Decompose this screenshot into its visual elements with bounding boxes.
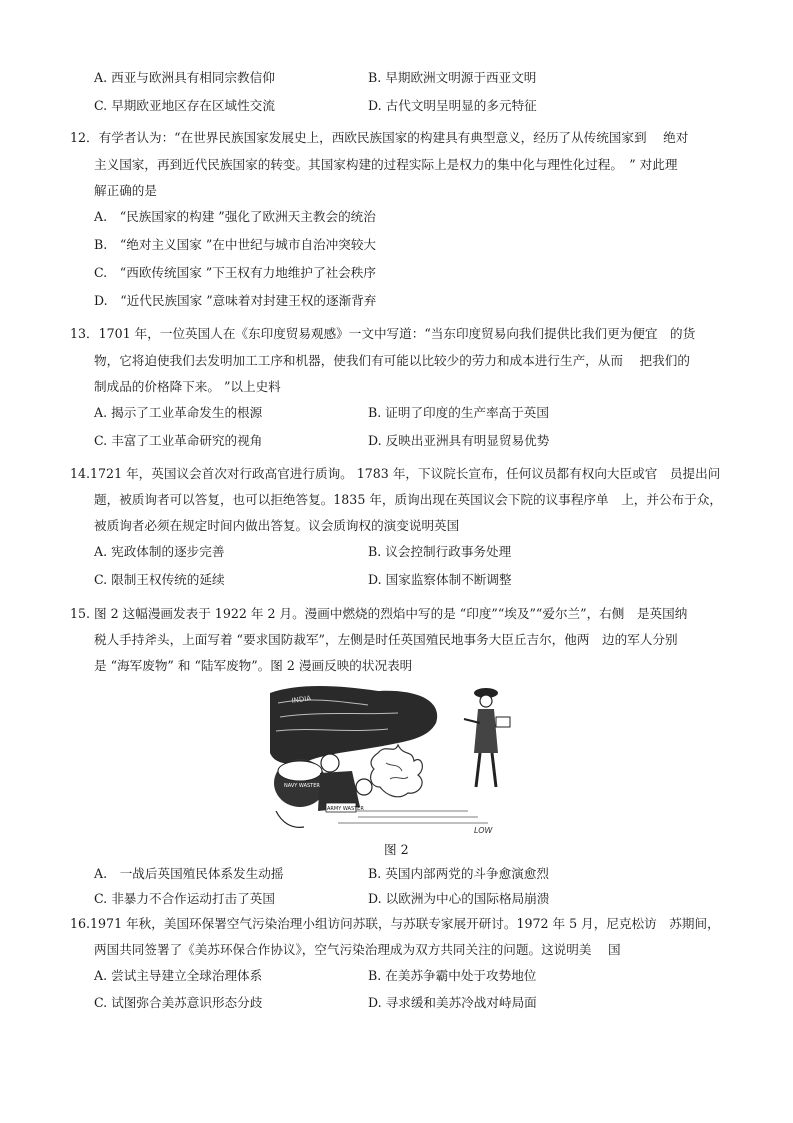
q13-options-row-2 <box>94 433 734 449</box>
q15-option-c: C. 非暴力不合作运动打击了英国 <box>94 891 275 906</box>
q16-option-b: B. 在美苏争霸中处于攻势地位 <box>368 968 537 983</box>
q16-option-d: D. 寻求缓和美苏冷战对峙局面 <box>368 995 537 1010</box>
q16-option-c: C. 试图弥合美苏意识形态分歧 <box>94 995 263 1010</box>
q12-option-b: B. “绝对主义国家 ”在中世纪与城市自治冲突较大 <box>94 237 377 252</box>
q14-option-d: D. 国家监察体制不断调整 <box>368 572 512 587</box>
cartoon-figure <box>268 683 516 839</box>
q16-option-a: A. 尝试主导建立全球治理体系 <box>94 968 263 983</box>
q13-option-d: D. 反映出亚洲具有明显贸易优势 <box>368 433 550 448</box>
q15-option-a: A. 一战后英国殖民体系发生动摇 <box>94 866 284 881</box>
q13-options-row-1 <box>94 405 734 421</box>
q16-options-row-2 <box>94 995 734 1011</box>
q11-options-row-1 <box>94 70 734 86</box>
q12-stem-line-1: 12．有学者认为：“在世界民族国家发展史上，西欧民族国家的构建具有典型意义，经历了从传统国家到 绝对 <box>70 130 689 145</box>
q14-option-b: B. 议会控制行政事务处理 <box>368 544 512 559</box>
q12-option-d: D. “近代民族国家 ”意味着对封建王权的逐渐背弃 <box>94 293 377 308</box>
q14-option-c: C. 限制王权传统的延续 <box>94 572 225 587</box>
q12-option-c: C. “西欧传统国家 ”下王权有力地维护了社会秩序 <box>94 265 376 280</box>
q16-stem-line-1: 16.1971 年秋，美国环保署空气污染治理小组访问苏联，与苏联专家展开研讨。1972 年 5 月，尼克松访 苏期间， <box>70 916 720 931</box>
q16-stem-line-2: 两国共同签署了《美苏环保合作协议》，空气污染治理成为双方共同关注的问题。这说明美 国 <box>94 942 621 957</box>
q15-stem-line-1: 15. 图 2 这幅漫画发表于 1922 年 2 月。漫画中燃烧的烈焰中写的是 “印度”“埃及”“爱尔兰”，右侧 是英国纳 <box>70 606 688 621</box>
q13-option-a: A. 揭示了工业革命发生的根源 <box>94 405 263 420</box>
q11-options-row-2 <box>94 98 734 114</box>
q14-option-a: A. 宪政体制的逐步完善 <box>94 544 225 559</box>
cartoon-label-army: ARMY WASTER <box>327 806 364 812</box>
figure-caption: 图 2 <box>384 842 409 857</box>
q11-option-c: C. 早期欧亚地区存在区域性交流 <box>94 98 275 113</box>
q11-option-d: D. 古代文明呈明显的多元特征 <box>368 98 537 113</box>
q14-stem-line-3: 被质询者必须在规定时间内做出答复。议会质询权的演变说明英国 <box>94 518 460 533</box>
q14-stem-line-1: 14.1721 年，英国议会首次对行政高官进行质询。 1783 年，下议院长宣布，任何议员都有权向大臣或官 员提出问 <box>70 466 721 481</box>
q15-stem-line-2: 税人手持斧头，上面写着 “要求国防裁军”，左侧是时任英国殖民地事务大臣丘吉尔，他两 边的军人分别 <box>94 632 678 647</box>
cartoon-label-india: INDIA <box>291 694 312 705</box>
q14-options-row-1 <box>94 544 734 560</box>
q14-stem-line-2: 题，被质询者可以答复，也可以拒绝答复。1835 年，质询出现在英国议会下院的议事程序单 上，并公布于众， <box>94 492 722 507</box>
q15-options-row-2 <box>94 891 734 907</box>
q12-stem-line-3: 解正确的是 <box>94 183 157 198</box>
q11-option-b: B. 早期欧洲文明源于西亚文明 <box>368 70 537 85</box>
q13-stem-line-2: 物，它将迫使我们去发明加工工序和机器，使我们有可能以比较少的劳力和成本进行生产，从而 把我们的 <box>94 353 690 368</box>
q15-stem-line-3: 是 “海军废物” 和 “陆军废物”。图 2 漫画反映的状况表明 <box>94 658 413 673</box>
q11-option-a: A. 西亚与欧洲具有相同宗教信仰 <box>94 70 275 85</box>
q15-option-b: B. 英国内部两党的斗争愈演愈烈 <box>368 866 549 881</box>
q13-option-c: C. 丰富了工业革命研究的视角 <box>94 433 263 448</box>
cartoon-label-navy: NAVY WASTER <box>284 783 320 789</box>
q16-options-row-1 <box>94 968 734 984</box>
cartoon-signature: LOW <box>474 826 493 835</box>
q15-options-row-1 <box>94 866 734 882</box>
q13-option-b: B. 证明了印度的生产率高于英国 <box>368 405 549 420</box>
q13-stem-line-3: 制成品的价格降下来。 ”以上史料 <box>94 379 281 394</box>
q15-option-d: D. 以欧洲为中心的国际格局崩溃 <box>368 891 550 906</box>
q12-option-a: A. “民族国家的构建 ”强化了欧洲天主教会的统治 <box>94 209 376 224</box>
q12-stem-line-2: 主义国家，再到近代民族国家的转变。其国家构建的过程实际上是权力的集中化与理性化过程。 ” 对此理 <box>94 157 678 172</box>
q13-stem-line-1: 13．1701 年，一位英国人在《东印度贸易观感》一文中写道：“当东印度贸易向我们提供比我们更为便宜 的货 <box>70 326 696 341</box>
q14-options-row-2 <box>94 572 734 588</box>
cartoon-illustration <box>268 683 516 839</box>
